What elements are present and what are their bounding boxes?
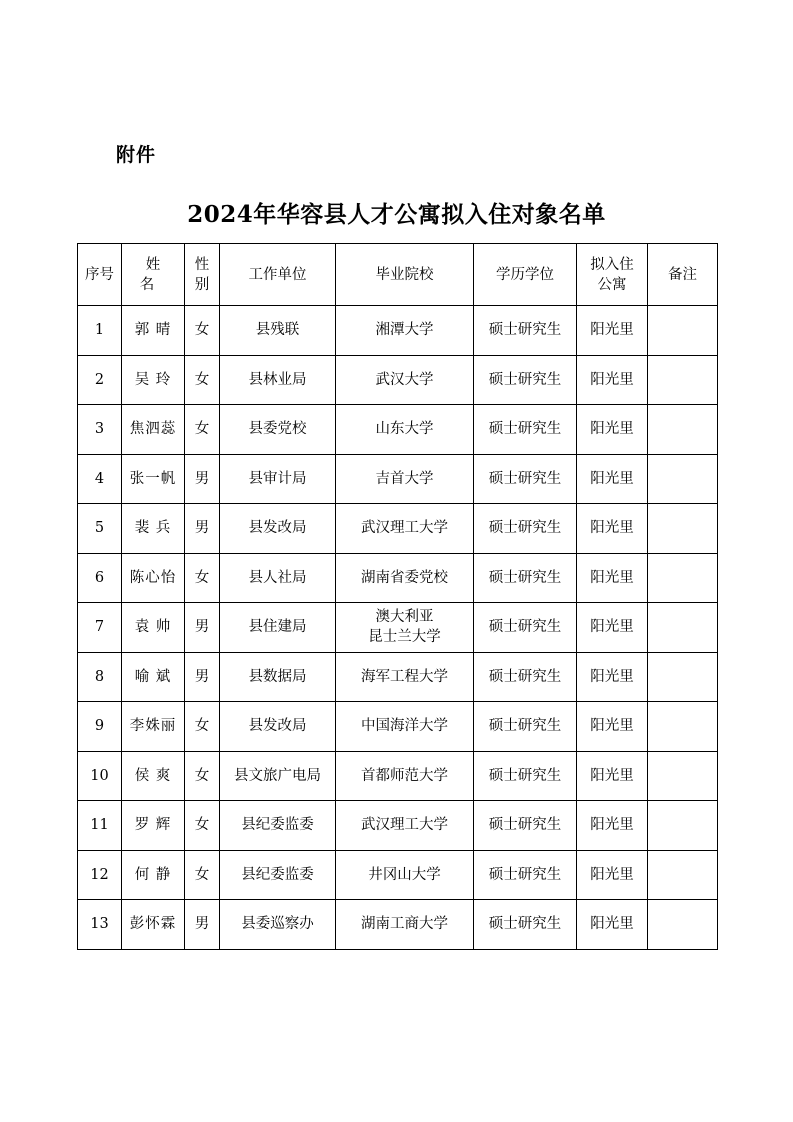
table-row xyxy=(78,355,718,405)
cell-degree: 硕士研究生 xyxy=(474,355,577,405)
header-remark: 备注 xyxy=(648,244,718,306)
header-seq: 序号 xyxy=(78,244,122,306)
table-row xyxy=(78,801,718,851)
header-gender xyxy=(185,244,220,306)
cell-name: 彭怀霖 xyxy=(122,900,185,950)
cell-seq: 12 xyxy=(78,850,122,900)
cell-remark xyxy=(648,306,718,356)
cell-remark xyxy=(648,454,718,504)
cell-apartment: 阳光里 xyxy=(577,900,648,950)
cell-degree: 硕士研究生 xyxy=(474,454,577,504)
cell-seq: 3 xyxy=(78,405,122,455)
cell-name: 陈心怡 xyxy=(122,553,185,603)
cell-name: 吴 玲 xyxy=(122,355,185,405)
cell-seq: 1 xyxy=(78,306,122,356)
cell-remark xyxy=(648,751,718,801)
cell-school: 海军工程大学 xyxy=(336,652,474,702)
header-apartment xyxy=(577,244,648,306)
document-title: 2024年华容县人才公寓拟入住对象名单 xyxy=(187,201,606,228)
cell-gender: 女 xyxy=(185,702,220,752)
cell-remark xyxy=(648,504,718,554)
cell-school: 吉首大学 xyxy=(336,454,474,504)
table-row xyxy=(78,751,718,801)
table-row xyxy=(78,454,718,504)
cell-employer: 县发改局 xyxy=(220,702,336,752)
table-row xyxy=(78,553,718,603)
cell-seq: 10 xyxy=(78,751,122,801)
cell-apartment: 阳光里 xyxy=(577,603,648,653)
table-row xyxy=(78,850,718,900)
table-row xyxy=(78,306,718,356)
cell-gender: 男 xyxy=(185,652,220,702)
cell-degree: 硕士研究生 xyxy=(474,405,577,455)
cell-school: 首都师范大学 xyxy=(336,751,474,801)
cell-apartment: 阳光里 xyxy=(577,751,648,801)
cell-gender: 女 xyxy=(185,850,220,900)
cell-employer: 县住建局 xyxy=(220,603,336,653)
cell-gender: 女 xyxy=(185,405,220,455)
cell-employer: 县林业局 xyxy=(220,355,336,405)
cell-remark xyxy=(648,900,718,950)
cell-school: 武汉理工大学 xyxy=(336,801,474,851)
cell-apartment: 阳光里 xyxy=(577,801,648,851)
cell-seq: 5 xyxy=(78,504,122,554)
cell-remark xyxy=(648,652,718,702)
cell-gender: 女 xyxy=(185,355,220,405)
header-apartment-line1: 拟入住 xyxy=(590,256,634,273)
cell-degree: 硕士研究生 xyxy=(474,652,577,702)
cell-remark xyxy=(648,850,718,900)
cell-apartment: 阳光里 xyxy=(577,504,648,554)
cell-name: 罗 辉 xyxy=(122,801,185,851)
cell-gender: 男 xyxy=(185,603,220,653)
cell-gender: 女 xyxy=(185,801,220,851)
cell-gender: 男 xyxy=(185,504,220,554)
header-school: 毕业院校 xyxy=(336,244,474,306)
cell-apartment: 阳光里 xyxy=(577,454,648,504)
cell-gender: 男 xyxy=(185,900,220,950)
table-header-row xyxy=(78,244,718,306)
attachment-label: 附件 xyxy=(116,144,157,166)
cell-school xyxy=(336,603,474,653)
table-row xyxy=(78,504,718,554)
cell-school-line2: 昆士兰大学 xyxy=(368,629,441,646)
cell-name: 李姝丽 xyxy=(122,702,185,752)
cell-employer: 县委巡察办 xyxy=(220,900,336,950)
cell-seq: 6 xyxy=(78,553,122,603)
cell-seq: 7 xyxy=(78,603,122,653)
header-gender-line2: 别 xyxy=(194,276,210,293)
cell-name: 袁 帅 xyxy=(122,603,185,653)
header-name xyxy=(122,244,185,306)
cell-seq: 9 xyxy=(78,702,122,752)
cell-degree: 硕士研究生 xyxy=(474,306,577,356)
cell-seq: 13 xyxy=(78,900,122,950)
cell-degree: 硕士研究生 xyxy=(474,751,577,801)
cell-employer: 县残联 xyxy=(220,306,336,356)
cell-degree: 硕士研究生 xyxy=(474,850,577,900)
cell-degree: 硕士研究生 xyxy=(474,553,577,603)
cell-school: 山东大学 xyxy=(336,405,474,455)
cell-remark xyxy=(648,405,718,455)
cell-apartment: 阳光里 xyxy=(577,405,648,455)
cell-employer: 县发改局 xyxy=(220,504,336,554)
cell-school: 井冈山大学 xyxy=(336,850,474,900)
cell-remark xyxy=(648,553,718,603)
header-employer: 工作单位 xyxy=(220,244,336,306)
table-row xyxy=(78,702,718,752)
cell-seq: 2 xyxy=(78,355,122,405)
cell-name: 裴 兵 xyxy=(122,504,185,554)
cell-employer: 县数据局 xyxy=(220,652,336,702)
cell-school: 中国海洋大学 xyxy=(336,702,474,752)
cell-employer: 县纪委监委 xyxy=(220,850,336,900)
roster-table xyxy=(77,243,718,950)
cell-gender: 女 xyxy=(185,751,220,801)
cell-degree: 硕士研究生 xyxy=(474,504,577,554)
cell-apartment: 阳光里 xyxy=(577,306,648,356)
cell-employer: 县文旅广电局 xyxy=(220,751,336,801)
cell-apartment: 阳光里 xyxy=(577,702,648,752)
cell-school: 湖南省委党校 xyxy=(336,553,474,603)
cell-name: 何 静 xyxy=(122,850,185,900)
cell-degree: 硕士研究生 xyxy=(474,900,577,950)
cell-seq: 8 xyxy=(78,652,122,702)
cell-apartment: 阳光里 xyxy=(577,553,648,603)
cell-remark xyxy=(648,355,718,405)
cell-employer: 县委党校 xyxy=(220,405,336,455)
cell-school-line1: 澳大利亚 xyxy=(375,609,434,626)
table-body xyxy=(78,306,718,950)
header-gender-line1: 性 xyxy=(194,256,210,273)
cell-employer: 县纪委监委 xyxy=(220,801,336,851)
cell-degree: 硕士研究生 xyxy=(474,702,577,752)
table-row xyxy=(78,900,718,950)
cell-remark xyxy=(648,801,718,851)
cell-remark xyxy=(648,603,718,653)
cell-school: 湘潭大学 xyxy=(336,306,474,356)
cell-name: 焦泗蕊 xyxy=(122,405,185,455)
cell-gender: 男 xyxy=(185,454,220,504)
cell-remark xyxy=(648,702,718,752)
cell-name: 张一帆 xyxy=(122,454,185,504)
cell-degree: 硕士研究生 xyxy=(474,603,577,653)
cell-school: 武汉大学 xyxy=(336,355,474,405)
cell-seq: 4 xyxy=(78,454,122,504)
cell-school: 湖南工商大学 xyxy=(336,900,474,950)
cell-employer: 县审计局 xyxy=(220,454,336,504)
table-row xyxy=(78,405,718,455)
table-row xyxy=(78,603,718,653)
header-degree: 学历学位 xyxy=(474,244,577,306)
cell-gender: 女 xyxy=(185,306,220,356)
cell-employer: 县人社局 xyxy=(220,553,336,603)
header-apartment-line2: 公寓 xyxy=(597,276,627,293)
cell-name: 侯 爽 xyxy=(122,751,185,801)
header-name-label: 姓 名 xyxy=(139,256,173,293)
cell-apartment: 阳光里 xyxy=(577,355,648,405)
cell-apartment: 阳光里 xyxy=(577,652,648,702)
cell-degree: 硕士研究生 xyxy=(474,801,577,851)
cell-name: 喻 斌 xyxy=(122,652,185,702)
cell-name: 郭 晴 xyxy=(122,306,185,356)
cell-school: 武汉理工大学 xyxy=(336,504,474,554)
cell-apartment: 阳光里 xyxy=(577,850,648,900)
table-row xyxy=(78,652,718,702)
cell-gender: 女 xyxy=(185,553,220,603)
cell-seq: 11 xyxy=(78,801,122,851)
